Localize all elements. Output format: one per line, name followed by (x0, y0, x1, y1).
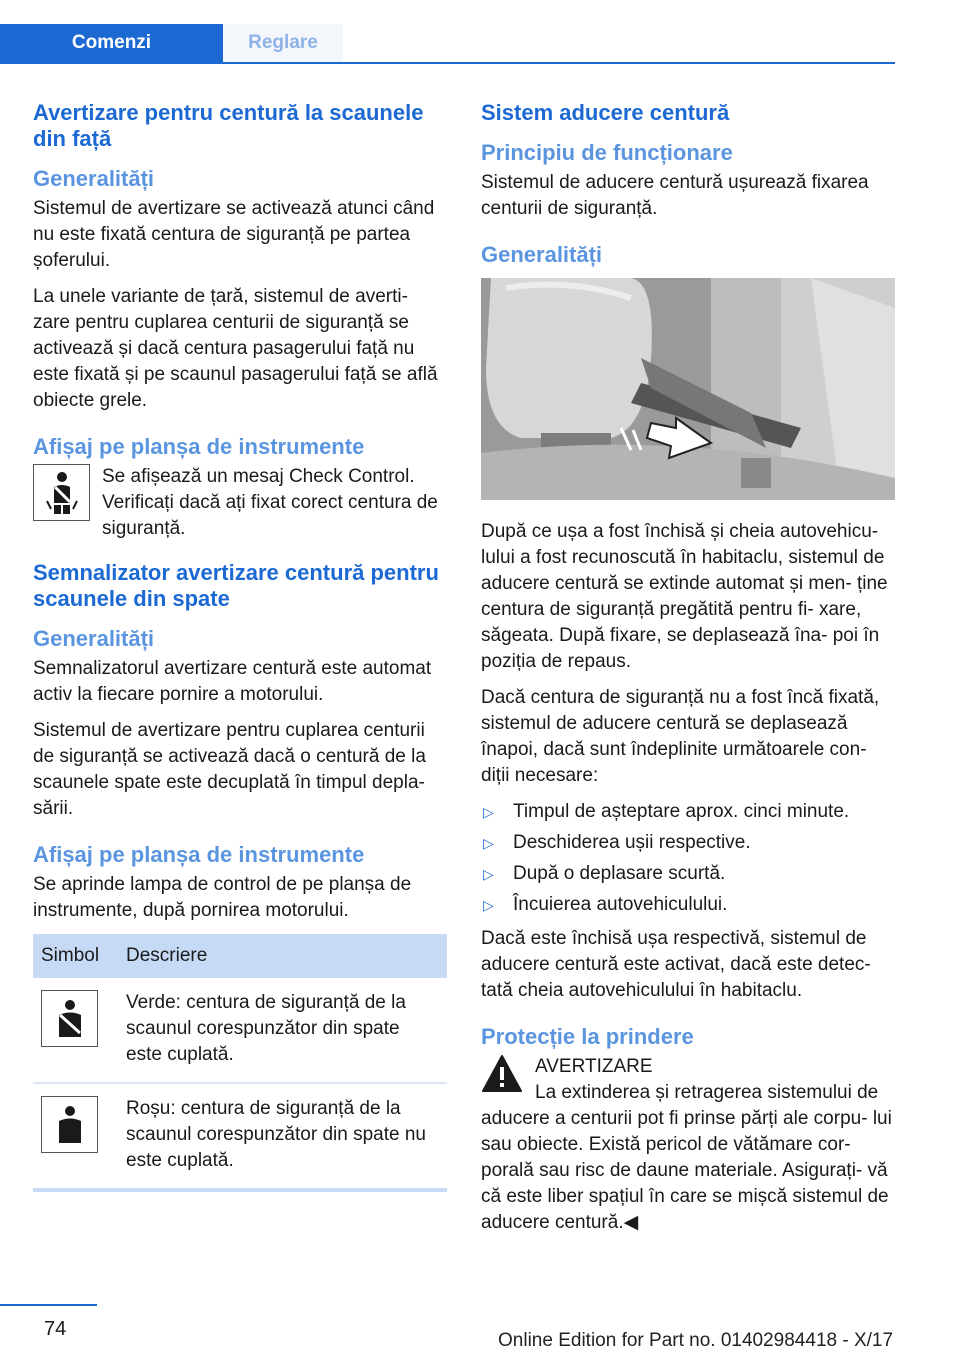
table-header-row (33, 934, 447, 978)
table-header-description: Descriere (118, 934, 447, 978)
paragraph: După ce ușa a fost închisă și cheia autovehicu‐ lului a fost recunoscută în habitaclu, sistemul de aducere centură se extinde automat și men‐ ține centura de siguranță pregătită pentru fi‐ xare, săgeata. După fixare, se deplasează îna‐ poi în poziția de repaus. (481, 521, 888, 672)
list-item: ▷ După o deplasare scurtă. (481, 861, 897, 887)
warning-title: AVERTIZARE (535, 1056, 653, 1077)
list-item: ▷ Deschiderea ușii respective. (481, 830, 897, 856)
paragraph: Semnalizatorul avertizare centură este automat activ la fiecare pornire a motorului. (33, 658, 432, 705)
check-control-text: Se afișează un mesaj Check Control. Verificați dacă ați fixat corect centura de siguranță. (102, 466, 438, 539)
bullet-triangle-icon: ▷ (483, 866, 494, 882)
heading-front-seat-warning: Avertizare pentru centură la scaunele din față (33, 100, 424, 151)
footer-edition: Online Edition for Part no. 01402984418 - X/17 (498, 1330, 894, 1351)
subheading-general: Generalități (481, 242, 603, 267)
page-number-rule (0, 1304, 97, 1306)
subheading-display-2: Afișaj pe planșa de instrumente (33, 842, 365, 867)
heading-rear-seat-warning: Semnalizator avertizare centură pentru scaunele din spate (33, 560, 439, 611)
table-cell-symbol (33, 978, 118, 1083)
tab-comenzi[interactable]: Comenzi (0, 24, 223, 62)
table-header-symbol: Simbol (33, 934, 118, 978)
heading-belt-presenter: Sistem aducere centură (481, 100, 730, 125)
page-number: 74 (44, 1318, 67, 1340)
right-column (481, 100, 897, 1236)
header-tab-bar (0, 24, 895, 64)
seatbelt-fastened-icon (41, 990, 98, 1047)
warning-triangle-icon (481, 1054, 523, 1094)
seatbelt-unfastened-icon (41, 1096, 98, 1153)
bullet-triangle-icon: ▷ (483, 835, 494, 851)
paragraph: Sistemul de aducere centură ușurează fixarea centurii de siguranță. (481, 172, 869, 219)
tab-reglare[interactable]: Reglare (223, 24, 343, 62)
bullet-triangle-icon: ▷ (483, 897, 494, 913)
subheading-general-1: Generalități (33, 166, 155, 191)
table-row (33, 978, 447, 1083)
belt-presenter-photo (481, 278, 895, 500)
left-column (33, 100, 449, 1192)
list-item: ▷ Timpul de așteptare aprox. cinci minute. (481, 799, 897, 825)
bullet-triangle-icon: ▷ (483, 804, 494, 820)
paragraph: Sistemul de avertizare se activează atunci când nu este fixată centura de siguranță pe partea șoferului. (33, 198, 435, 271)
table-cell-description: Verde: centura de siguranță de la scaunul corespunzător din spate este cuplată. (118, 978, 447, 1083)
paragraph: Dacă centura de siguranță nu a fost încă fixată, sistemul de aducere centură se deplasează înapoi, dacă sunt îndeplinite următoarele con‐ diții necesare: (481, 687, 880, 786)
warning-line: La extinderea și retragerea sistemului de (535, 1082, 879, 1103)
subheading-principle: Principiu de funcționare (481, 140, 733, 165)
symbol-table (33, 934, 447, 1192)
paragraph: Sistemul de avertizare pentru cuplarea centurii de siguranță se activează dacă o centură de la scaunele spate este decuplată în timpul depla‐ sării. (33, 720, 426, 819)
table-cell-symbol (33, 1083, 118, 1190)
seatbelt-warning-icon (33, 464, 90, 521)
conditions-list (481, 799, 897, 918)
subheading-display-1: Afișaj pe planșa de instrumente (33, 434, 365, 459)
warning-block (481, 1054, 897, 1106)
list-item: ▷ Încuierea autovehiculului. (481, 892, 897, 918)
paragraph: La unele variante de țară, sistemul de averti‐ zare pentru cuplarea centurii de siguranță se activează și dacă centura pasagerului față nu este fixată și pe scaunul pasagerului față se află obiecte grele. (33, 286, 438, 411)
paragraph: Dacă este închisă ușa respectivă, sistemul de aducere centură este activat, dacă este detec‐ tată cheia autovehiculului în habitaclu. (481, 928, 871, 1001)
table-cell-description: Roșu: centura de siguranță de la scaunul corespunzător din spate nu este cuplată. (118, 1083, 447, 1190)
table-row (33, 1083, 447, 1190)
warning-text: aducere a centurii pot fi prinse părți ale corpu‐ lui sau obiecte. Există pericol de vătămare cor‐ porală sau risc de daune materiale. Asigurați- vă că este liber spațiul în care se mișcă sistemul de aducere centură.◀ (481, 1108, 892, 1233)
subheading-general-2: Generalități (33, 626, 155, 651)
paragraph: Se aprinde lampa de control de pe planșa de instrumente, după pornirea motorului. (33, 874, 412, 921)
warning-head (535, 1054, 878, 1106)
subheading-pinch-protection: Protecție la prindere (481, 1024, 694, 1049)
check-control-row (33, 464, 449, 542)
